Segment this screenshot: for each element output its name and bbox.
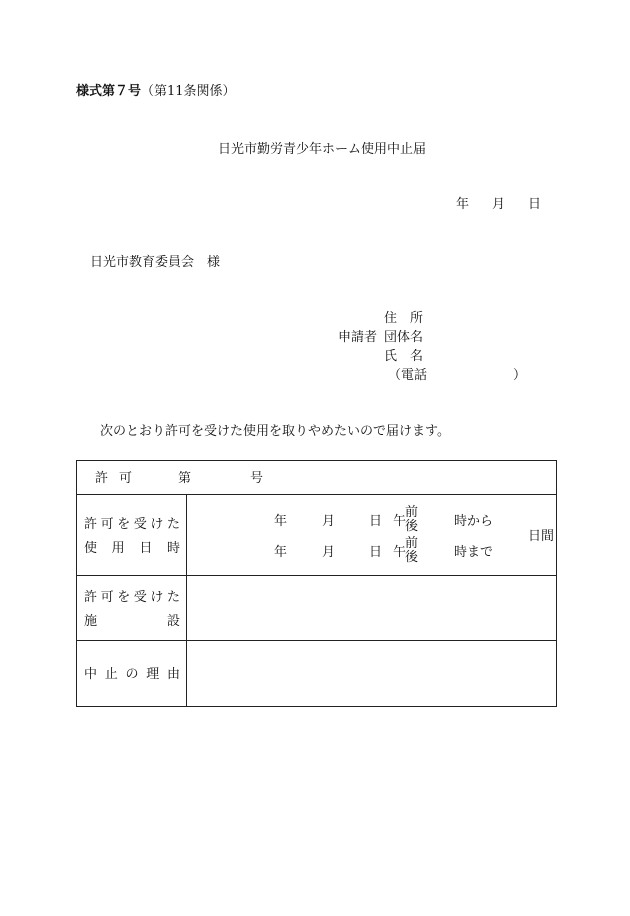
date-day: 日 bbox=[528, 197, 542, 212]
start-noon: 午 bbox=[393, 514, 407, 529]
end-noon: 午 bbox=[393, 545, 407, 560]
organization-label: 団体名 bbox=[384, 330, 424, 345]
phone-open: （電話 bbox=[388, 368, 428, 383]
row-divider-2 bbox=[77, 575, 556, 576]
datetime-label-line1: 許 可 を 受 け た bbox=[84, 517, 180, 532]
start-ampm: 前 後 bbox=[405, 505, 419, 535]
permit-label-2: 可 bbox=[119, 471, 133, 486]
end-ampm: 前 後 bbox=[405, 536, 419, 566]
end-until: 時まで bbox=[454, 545, 494, 560]
datetime-label-line2: 使 用 日 時 bbox=[84, 541, 180, 556]
address-label: 住 所 bbox=[384, 311, 424, 326]
end-day: 日 bbox=[369, 545, 383, 560]
column-divider bbox=[186, 494, 187, 707]
end-month: 月 bbox=[322, 545, 336, 560]
days-count: 日間 bbox=[528, 529, 555, 544]
end-year: 年 bbox=[274, 545, 288, 560]
start-year: 年 bbox=[274, 514, 288, 529]
permit-label-1: 許 bbox=[95, 471, 109, 486]
phone-close: ） bbox=[513, 368, 527, 383]
facility-label-line1: 許 可 を 受 け た bbox=[84, 590, 180, 605]
date-month: 月 bbox=[492, 197, 506, 212]
document-title: 日光市勤労青少年ホーム使用中止届 bbox=[218, 142, 427, 157]
row-divider-1 bbox=[77, 494, 556, 495]
statement-text: 次のとおり許可を受けた使用を取りやめたいので届けます。 bbox=[100, 424, 450, 439]
name-label: 氏 名 bbox=[384, 349, 424, 364]
addressee: 日光市教育委員会 様 bbox=[90, 255, 221, 270]
form-number-line bbox=[76, 85, 236, 98]
stop-notice-table bbox=[76, 460, 557, 707]
start-day: 日 bbox=[369, 514, 383, 529]
facility-label-line2: 施 設 bbox=[84, 614, 180, 629]
row-divider-3 bbox=[77, 640, 556, 641]
applicant-label: 申請者 bbox=[338, 330, 378, 345]
permit-dai: 第 bbox=[178, 471, 192, 486]
date-year: 年 bbox=[456, 197, 470, 212]
start-from: 時から bbox=[454, 514, 494, 529]
form-reference: （第11条関係） bbox=[141, 84, 236, 99]
start-month: 月 bbox=[322, 514, 336, 529]
reason-label: 中 止 の 理 由 bbox=[84, 667, 180, 682]
form-number: 様式第７号 bbox=[76, 84, 142, 99]
permit-go: 号 bbox=[250, 471, 264, 486]
